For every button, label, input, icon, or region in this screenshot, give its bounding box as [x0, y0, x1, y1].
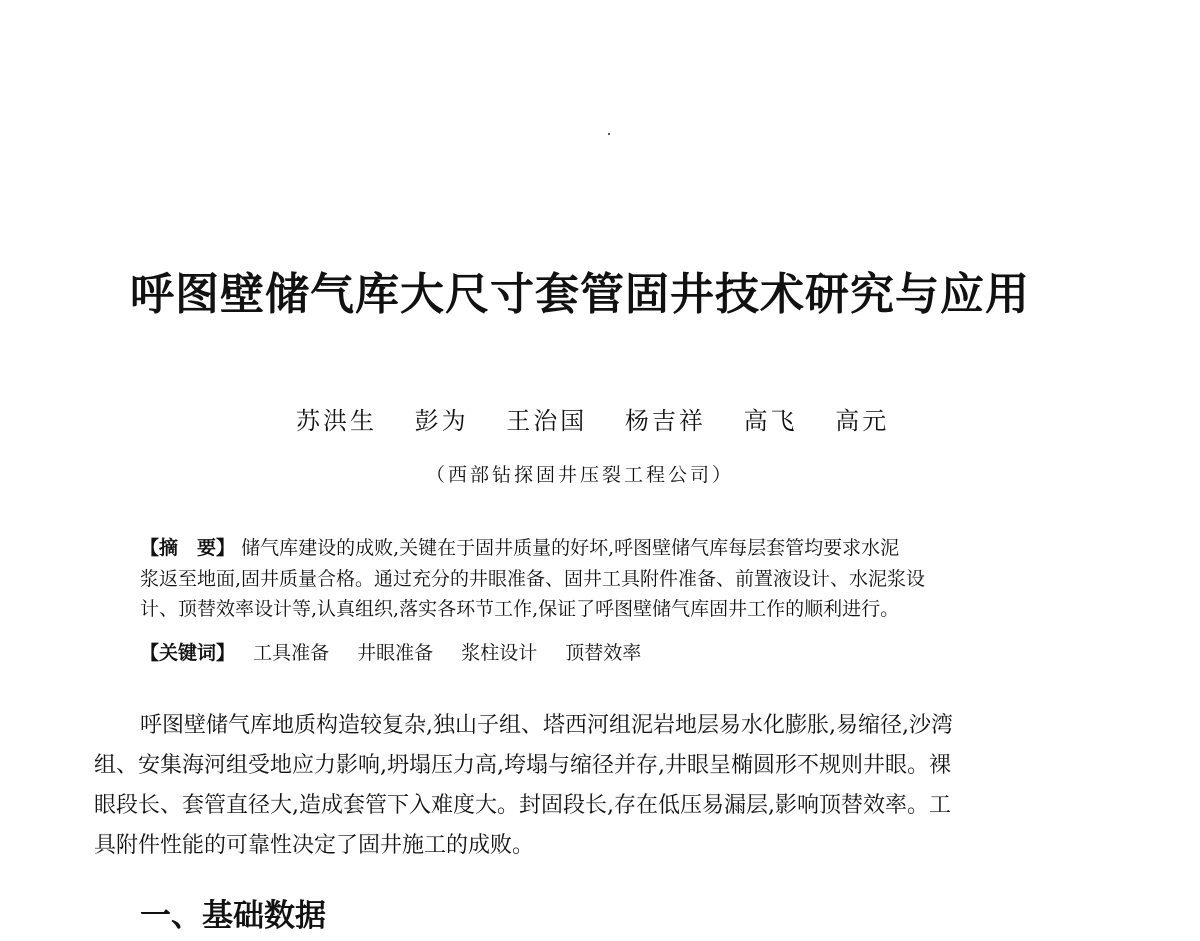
author-name: 高飞 — [743, 407, 798, 435]
author-name: 高元 — [835, 407, 890, 435]
abstract-block — [140, 533, 1040, 625]
author-name: 杨吉祥 — [624, 407, 706, 435]
author-list — [296, 401, 919, 436]
body-paragraph — [94, 706, 1104, 866]
author-affiliation: （西部钻探固井压裂工程公司） — [425, 464, 734, 486]
body-line: 眼段长、套管直径大,造成套管下入难度大。封固段长,存在低压易漏层,影响顶替效率。工 — [94, 793, 951, 818]
keyword: 工具准备 — [253, 642, 330, 664]
paper-title: 呼图壁储气库大尺寸套管固井技术研究与应用 — [130, 269, 1030, 320]
keywords-label: 【关键词】 — [140, 642, 236, 664]
keyword: 浆柱设计 — [461, 642, 538, 664]
body-line: 具附件性能的可靠性决定了固井施工的成败。 — [94, 833, 535, 858]
section-heading: 一、基础数据 — [140, 898, 326, 934]
author-name: 王治国 — [506, 407, 588, 435]
abstract-line — [140, 533, 1040, 564]
body-line: 组、安集海河组受地应力影响,坍塌压力高,垮塌与缩径并存,井眼呈椭圆形不规则井眼。裸 — [94, 753, 951, 778]
abstract-text: 储气库建设的成败,关键在于固井质量的好坏,呼图壁储气库每层套管均要求水泥 — [241, 537, 900, 559]
abstract-line: 计、顶替效率设计等,认真组织,落实各环节工作,保证了呼图壁储气库固井工作的顺利进行。 — [140, 598, 900, 620]
scan-dot-mark — [608, 133, 610, 135]
abstract-line: 浆返至地面,固井质量合格。通过充分的井眼准备、固井工具附件准备、前置液设计、水泥浆设 — [140, 567, 926, 590]
keyword: 井眼准备 — [357, 642, 434, 664]
author-name: 彭为 — [414, 407, 469, 435]
author-name: 苏洪生 — [296, 407, 377, 435]
keyword: 顶替效率 — [565, 642, 642, 664]
body-line: 呼图壁储气库地质构造较复杂,独山子组、塔西河组泥岩地层易水化膨胀,易缩径,沙湾 — [140, 713, 953, 738]
keywords-block — [140, 638, 663, 665]
abstract-label: 【摘 要】 — [140, 537, 236, 559]
